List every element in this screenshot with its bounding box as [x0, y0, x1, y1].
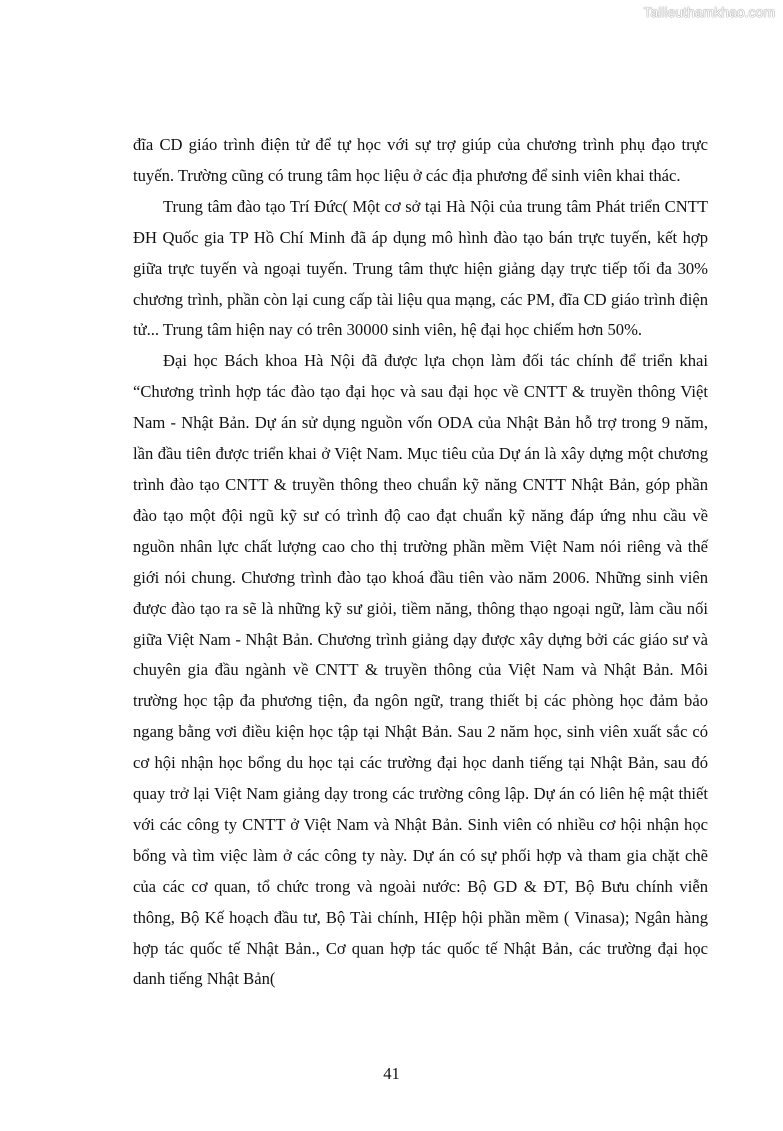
watermark: Tailieuthamkhao.com [643, 4, 775, 20]
document-body [133, 130, 708, 995]
page-number: 41 [383, 1064, 400, 1083]
paragraph-3: Đại học Bách khoa Hà Nội đã được lựa chọn làm đối tác chính để triển khai “Chương trình hợp tác đào tạo đại học và sau đại học về CNTT & truyền thông Việt Nam - Nhật Bản. Dự án sử dụng nguồn vốn ODA của Nhật Bản hỗ trợ trong 9 năm, lần đầu tiên được triển khai ở Việt Nam. Mục tiêu của Dự án là xây dựng một chương trình đào tạo CNTT & truyền thông theo chuẩn kỹ năng CNTT Nhật Bản, góp phần đào tạo một đội ngũ kỹ sư có trình độ cao đạt chuẩn kỹ năng đáp ứng nhu cầu về nguồn nhân lực chất lượng cao cho thị trường phần mềm Việt Nam nói riêng và thế giới nói chung. Chương trình đào tạo khoá đầu tiên vào năm 2006. Những sinh viên được đào tạo ra sẽ là những kỹ sư giỏi, tiềm năng, thông thạo ngoại ngữ, làm cầu nối giữa Việt Nam - Nhật Bản. Chương trình giảng dạy được xây dựng bởi các giáo sư và chuyên gia đầu ngành về CNTT & truyền thông của Việt Nam và Nhật Bản. Môi trường học tập đa phương tiện, đa ngôn ngữ, trang thiết bị các phòng học đảm bảo ngang bằng vơi điều kiện học tập tại Nhật Bản. Sau 2 năm học, sinh viên xuất sắc có cơ hội nhận học bổng du học tại các trường đại học danh tiếng tại Nhật Bản, sau đó quay trở lại Việt Nam giảng dạy trong các trường công lập. Dự án có liên hệ mật thiết với các công ty CNTT ở Việt Nam và Nhật Bản. Sinh viên có nhiều cơ hội nhận học bổng và tìm việc làm ở các công ty này. Dự án có sự phối hợp và tham gia chặt chẽ của các cơ quan, tổ chức trong và ngoài nước: Bộ GD & ĐT, Bộ Bưu chính viễn thông, Bộ Kế hoạch đầu tư, Bộ Tài chính, HIệp hội phần mềm ( Vinasa); Ngân hàng hợp tác quốc tế Nhật Bản., Cơ quan hợp tác quốc tế Nhật Bản, các trường đại học danh tiếng Nhật Bản( [133, 351, 708, 989]
paragraph-2: Trung tâm đào tạo Trí Đức( Một cơ sở tại Hà Nội của trung tâm Phát triển CNTT ĐH Quốc gia TP Hồ Chí Minh đã áp dụng mô hình đào tạo bán trực tuyến, kết hợp giữa trực tuyến và ngoại tuyến. Trung tâm thực hiện giảng dạy trực tiếp tối đa 30% chương trình, phần còn lại cung cấp tài liệu qua mạng, các PM, đĩa CD giáo trình điện tử... Trung tâm hiện nay có trên 30000 sinh viên, hệ đại học chiếm hơn 50%. [133, 196, 708, 340]
paragraph-1: đĩa CD giáo trình điện tử để tự học với sự trợ giúp của chương trình phụ đạo trực tuyến. Trường cũng có trung tâm học liệu ở các địa phương để sinh viên khai thác. [133, 135, 708, 185]
